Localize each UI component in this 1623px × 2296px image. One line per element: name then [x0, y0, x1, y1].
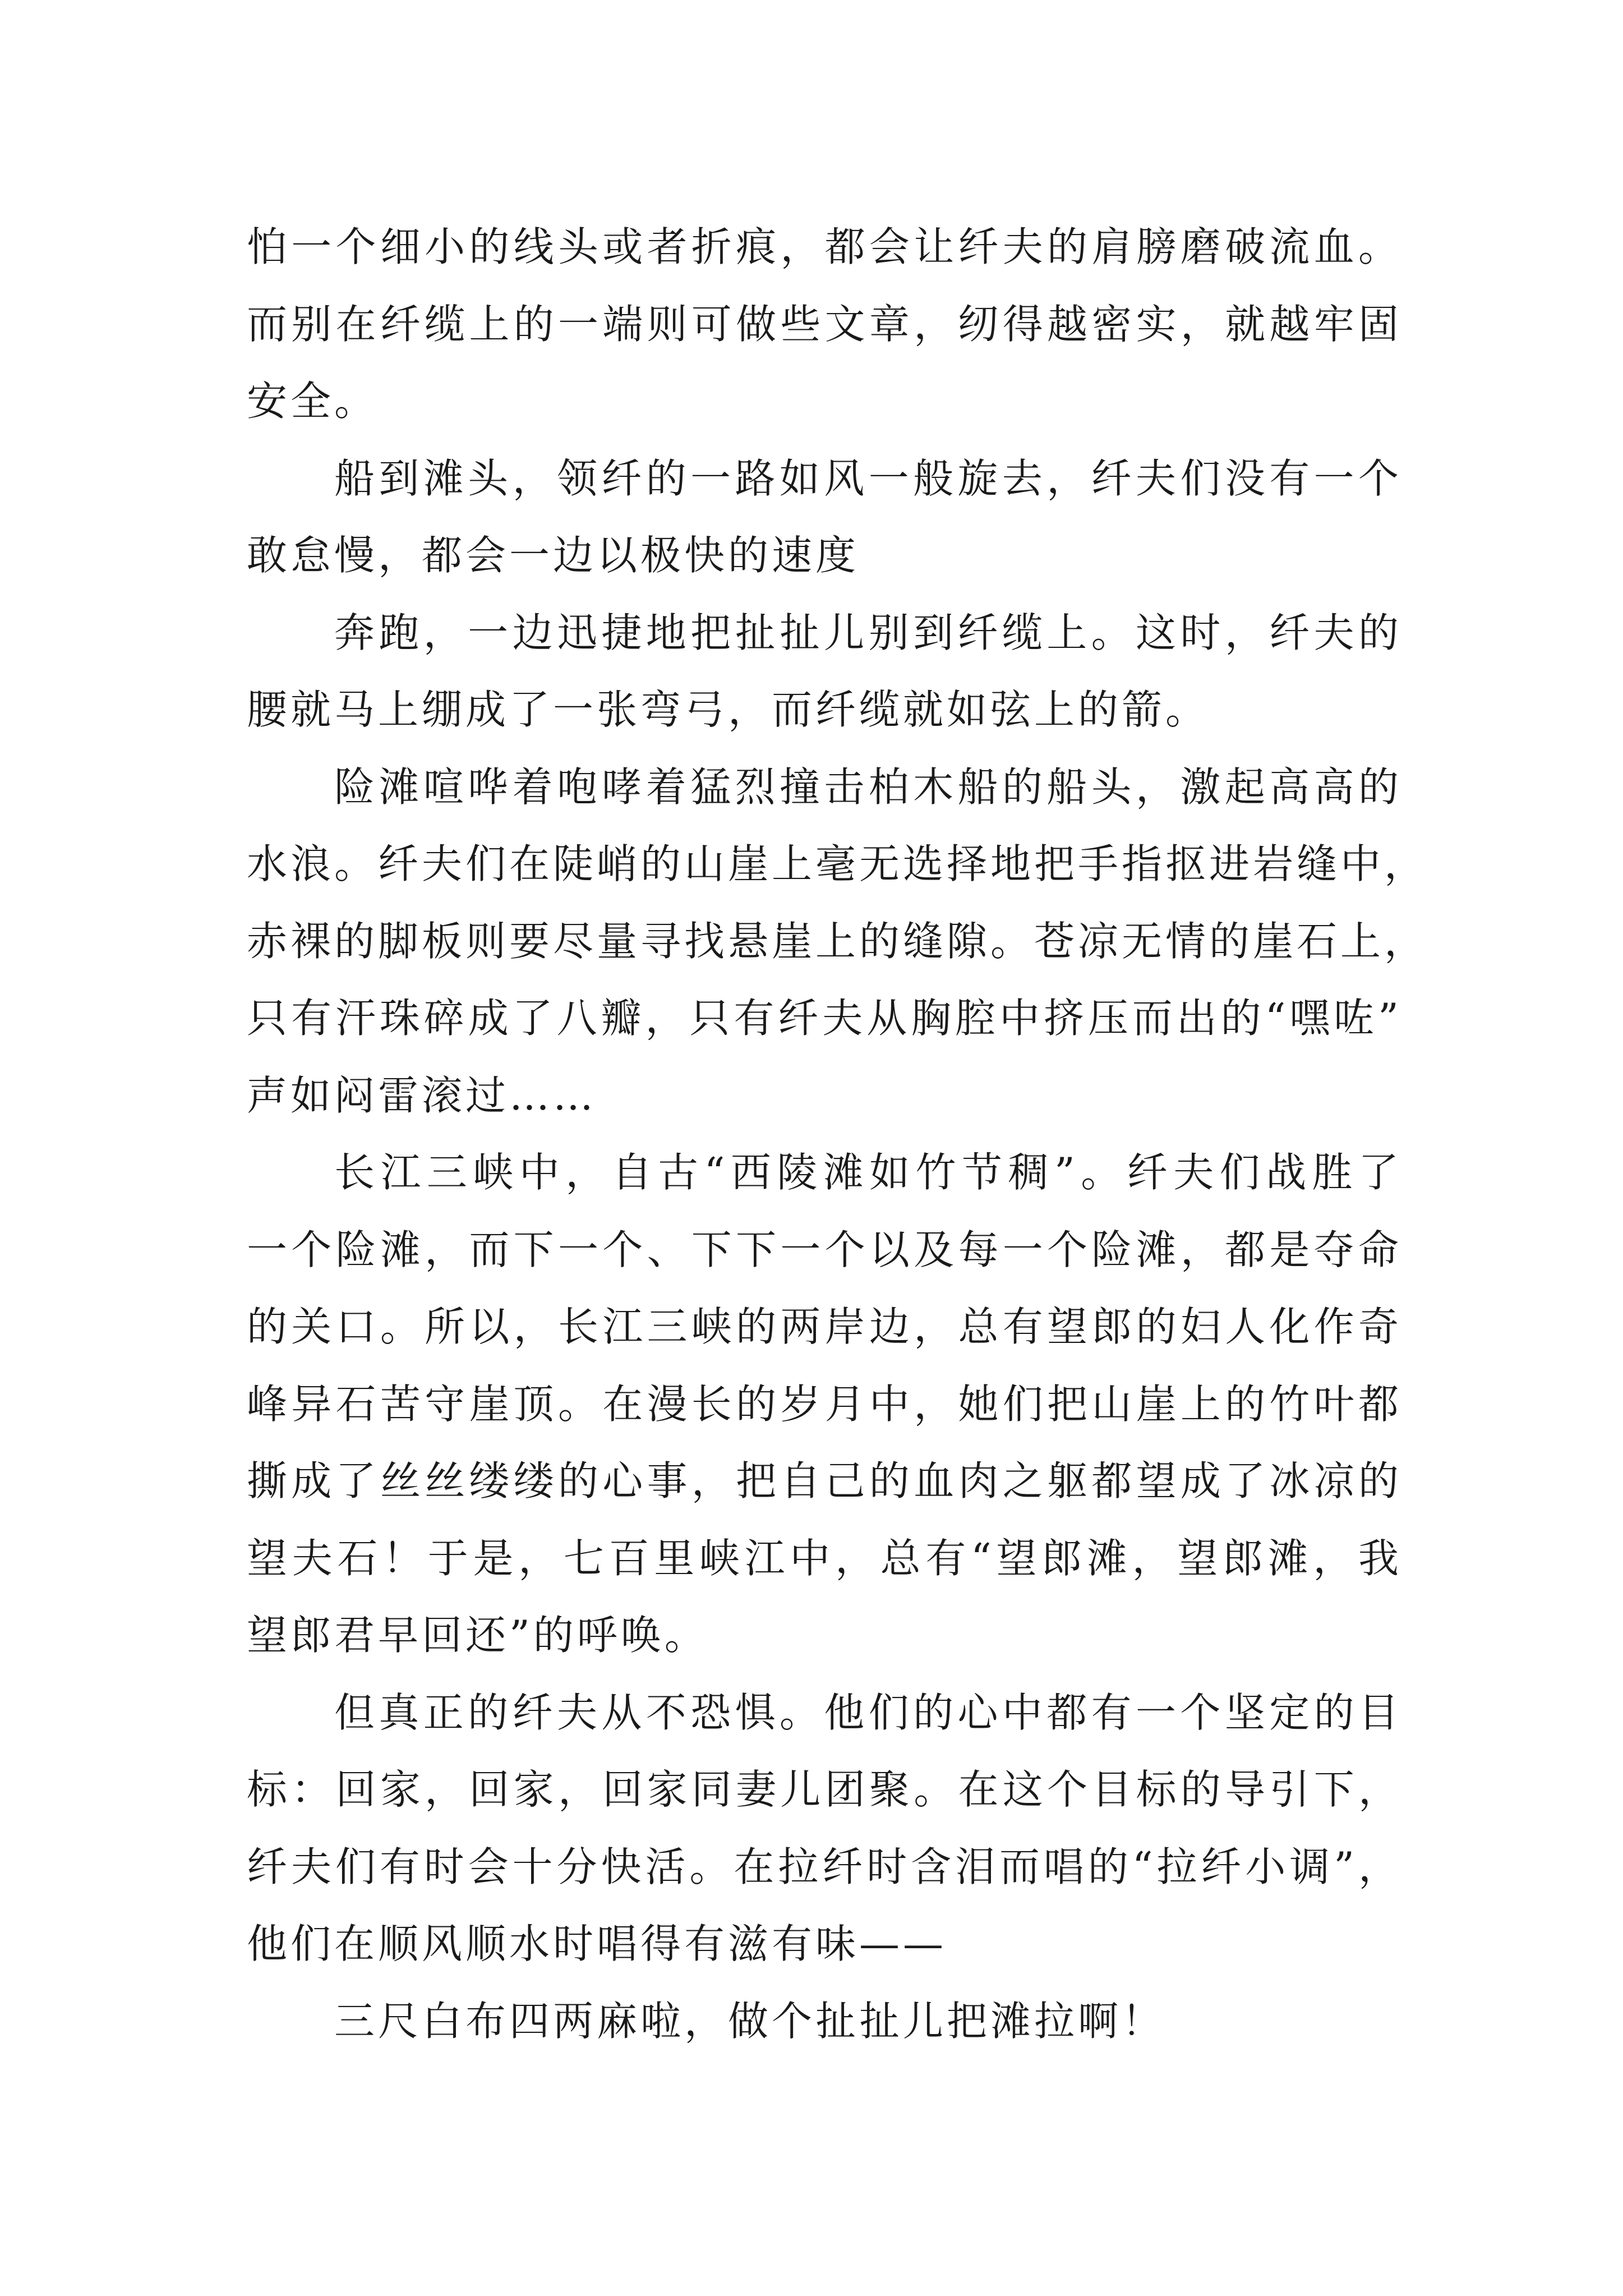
text-line: 敢怠慢，都会一边以极快的速度: [247, 532, 860, 579]
text-line: 望郎君早回还”的呼唤。: [247, 1612, 708, 1659]
text-line: 而别在纤缆上的一端则可做些文章，纫得越密实，就越牢固: [247, 300, 1402, 348]
text-line: 怕一个细小的线头或者折痕，都会让纤夫的肩膀磨破流血。: [247, 223, 1402, 270]
paragraph-first-line: 长江三峡中，自古“西陵滩如竹节稠”。纤夫们战胜了: [334, 1149, 1402, 1196]
paragraph-first-line: 险滩喧哗着咆哮着猛烈撞击柏木船的船头，激起高高的: [334, 763, 1402, 811]
text-line: 撕成了丝丝缕缕的心事，把自己的血肉之躯都望成了冰凉的: [247, 1457, 1402, 1504]
paragraph-first-line: 但真正的纤夫从不恐惧。他们的心中都有一个坚定的目: [334, 1688, 1402, 1736]
text-line: 一个险滩，而下一个、下下一个以及每一个险滩，都是夺命: [247, 1226, 1402, 1273]
text-line: 他们在顺风顺水时唱得有滋有味——: [247, 1920, 947, 1967]
text-line: 水浪。纤夫们在陡峭的山崖上毫无选择地把手指抠进岩缝中，: [247, 840, 1428, 887]
text-line: 纤夫们有时会十分快活。在拉纤时含泪而唱的“拉纤小调”，: [247, 1843, 1402, 1890]
text-line: 安全。: [247, 378, 379, 425]
text-line: 峰异石苦守崖顶。在漫长的岁月中，她们把山崖上的竹叶都: [247, 1380, 1402, 1428]
paragraph-first-line: 船到滩头，领纤的一路如风一般旋去，纤夫们没有一个: [334, 454, 1402, 502]
text-line: 的关口。所以，长江三峡的两岸边，总有望郎的妇人化作奇: [247, 1303, 1402, 1350]
text-line: 只有汗珠碎成了八瓣，只有纤夫从胸腔中挤压而出的“嘿咗”: [247, 995, 1402, 1042]
text-line: 望夫石！于是，七百里峡江中，总有“望郎滩，望郎滩，我: [247, 1534, 1402, 1582]
paragraph-first-line: 奔跑，一边迅捷地把扯扯儿别到纤缆上。这时，纤夫的: [334, 609, 1402, 656]
text-line: 标：回家，回家，回家同妻儿团聚。在这个目标的导引下，: [247, 1766, 1402, 1813]
text-line: 赤裸的脚板则要尽量寻找悬崖上的缝隙。苍凉无情的崖石上，: [247, 917, 1428, 965]
body-text: [247, 209, 1428, 2060]
paragraph-first-line: 三尺白布四两麻啦，做个扯扯儿把滩拉啊！: [334, 1997, 1166, 2045]
text-line: 声如闷雷滚过……: [247, 1071, 597, 1119]
text-line: 腰就马上绷成了一张弯弓，而纤缆就如弦上的箭。: [247, 686, 1210, 733]
